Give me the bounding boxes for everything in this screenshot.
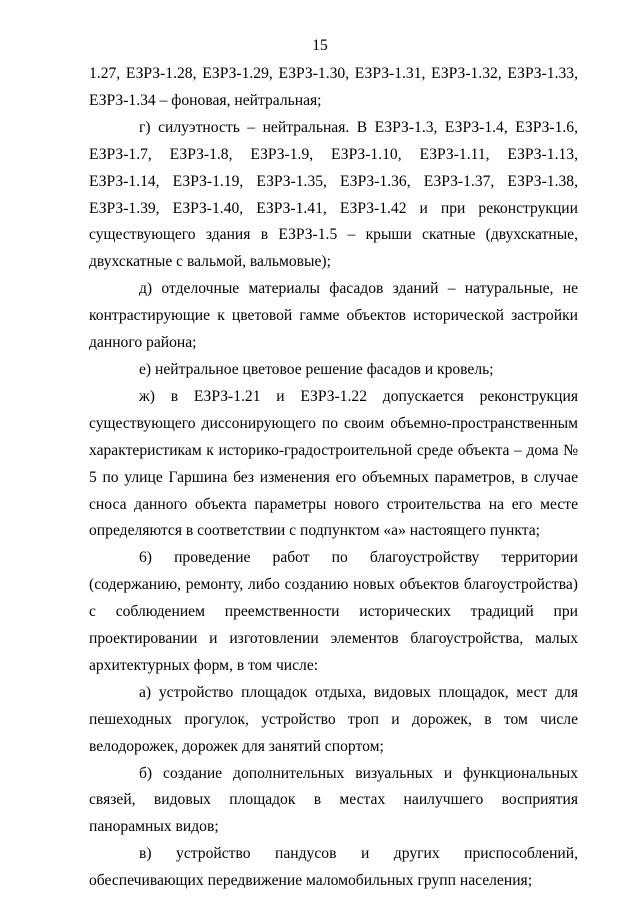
paragraph-subitem-b: б) создание дополнительных визуальных и функциональных связей, видовых площадок в местах наилучшего восприятия панорамных видов; [89, 764, 578, 836]
paragraph-item-d: д) отделочные материалы фасадов зданий – натуральные, не контрастирующие к цветовой гамме объектов исторической застройки данного района; [89, 280, 578, 352]
document-body [89, 61, 578, 895]
paragraph-subitem-v: в) устройство пандусов и других приспособлений, обеспечивающих передвижение маломобильных групп населения; [89, 845, 578, 890]
paragraph-subitem-a: а) устройство площадок отдыха, видовых площадок, мест для пешеходных прогулок, устройство троп и дорожек, в том числе велодорожек, дорожек для занятий спортом; [89, 683, 578, 755]
paragraph-item-g: г) силуэтность – нейтральная. В ЕЗРЗ-1.3, ЕЗРЗ-1.4, ЕЗРЗ-1.6, ЕЗРЗ-1.7, ЕЗРЗ-1.8, ЕЗРЗ-1.9, ЕЗРЗ-1.10, ЕЗРЗ-1.11, ЕЗРЗ-1.13, ЕЗРЗ-1.14, ЕЗРЗ-1.19, ЕЗРЗ-1.35, ЕЗРЗ-1.36, ЕЗРЗ-1.37, ЕЗРЗ-1.38, ЕЗРЗ-1.39, ЕЗРЗ-1.40, ЕЗРЗ-1.41, ЕЗРЗ-1.42 и при реконструкции существующего здания в ЕЗРЗ-1.5 – крыши скатные (двухскатные, двухскатные с вальмой, вальмовые); [89, 118, 578, 271]
paragraph-continuation: 1.27, ЕЗРЗ-1.28, ЕЗРЗ-1.29, ЕЗРЗ-1.30, ЕЗРЗ-1.31, ЕЗРЗ-1.32, ЕЗРЗ-1.33, ЕЗРЗ-1.34 – фоновая, нейтральная; [89, 65, 578, 109]
paragraph-item-e: е) нейтральное цветовое решение фасадов и кровель; [139, 360, 494, 378]
paragraph-item-zh: ж) в ЕЗРЗ-1.21 и ЕЗРЗ-1.22 допускается реконструкция существующего диссонирующего по своим объемно-пространственным характеристикам к историко-градостроительной среде объекта – дома № 5 по улице Гаршина без изменения его объемных параметров, в случае сноса данного объекта параметры нового строительства на его месте определяются в соответствии с подпунктом «а» настоящего пункта; [89, 387, 578, 540]
page-number: 15 [312, 37, 328, 54]
paragraph-item-6: 6) проведение работ по благоустройству территории (содержанию, ремонту, либо созданию новых объектов благоустройства) с соблюдением преемственности исторических традиций при проектировании и изготовлении элементов благоустройства, малых архитектурных форм, в том числе: [89, 549, 578, 674]
